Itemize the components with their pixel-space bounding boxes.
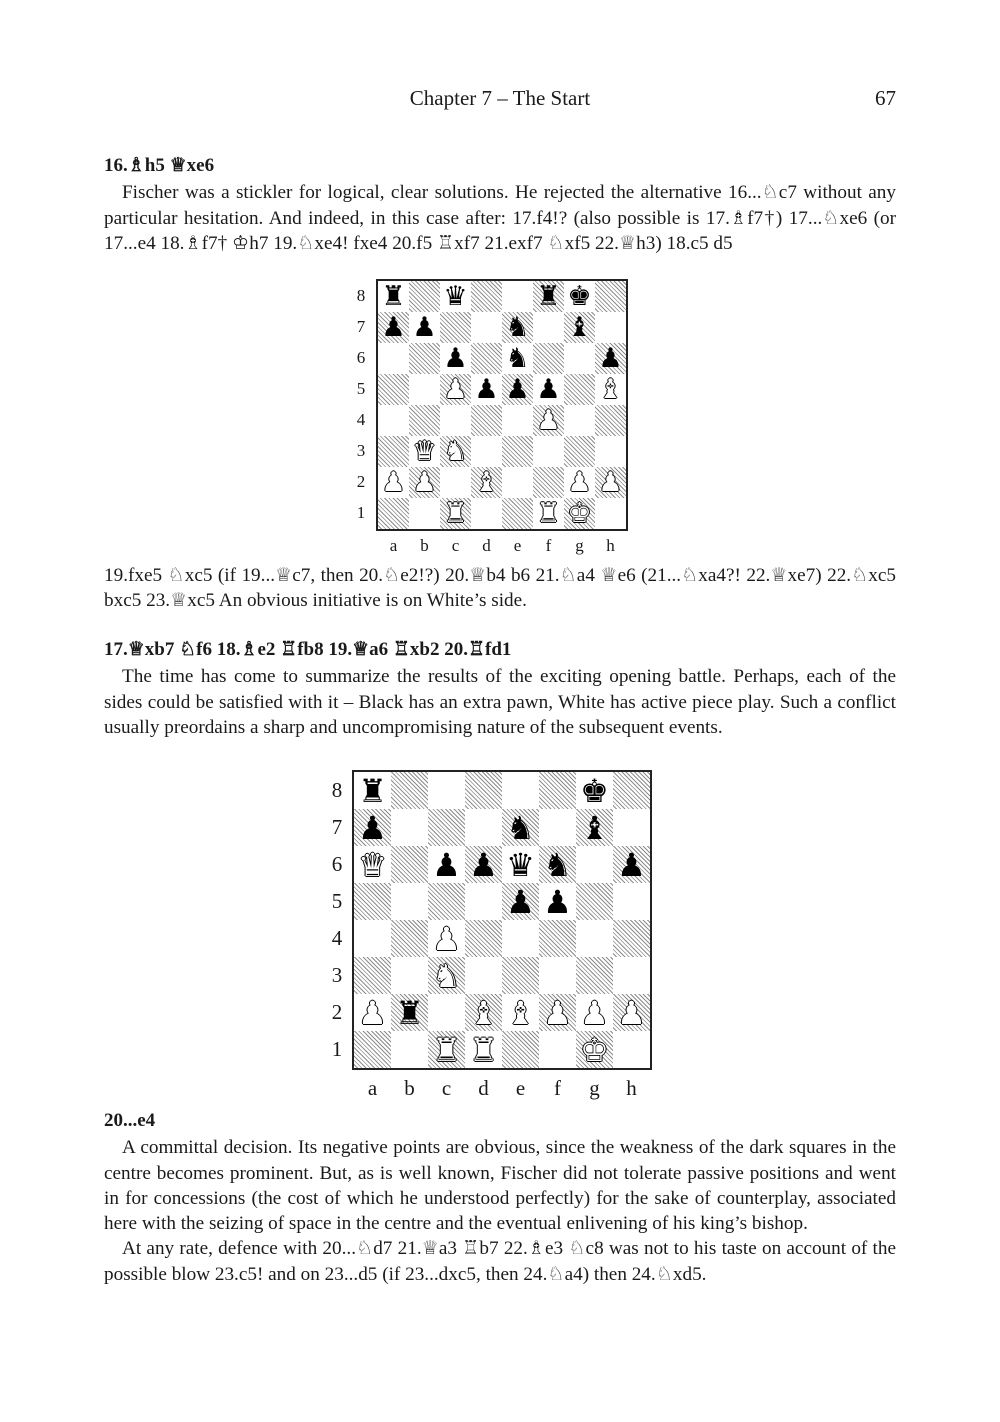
square-f4 [539, 920, 576, 957]
square-g8 [564, 281, 595, 312]
square-d2 [471, 467, 502, 498]
square-c2 [428, 994, 465, 1031]
black-pawn-icon: ♟ [432, 845, 461, 884]
square-a6 [378, 343, 409, 374]
square-d7 [471, 312, 502, 343]
paragraph-20-b: At any rate, defence with 20...♘d7 21.♕a3 ♖b7 22.♗e3 ♘c8 was not to his taste on account of the possible blow 23.c5! and on 23...d5 (if 23...dxc5, then 24.♘a4) then 24.♘xd5. [104, 1238, 896, 1285]
square-e8 [502, 772, 539, 809]
white-rook-icon: ♜ [469, 1030, 498, 1069]
rank-label: 3 [356, 441, 366, 461]
file-label: e [513, 536, 522, 556]
square-c5 [440, 374, 471, 405]
page-header [0, 86, 1000, 116]
square-d1 [471, 498, 502, 529]
black-queen-icon: ♛ [443, 281, 468, 312]
file-label: g [589, 1076, 600, 1101]
square-g4 [564, 405, 595, 436]
paragraph-17: The time has come to summarize the results of the exciting opening battle. Perhaps, each of the sides could be satisfied with it – Black has an extra pawn, White has active piece play. Such a conflict usually preordains a sharp and uncompromising nature of the subsequent events. [104, 666, 896, 738]
square-d3 [471, 436, 502, 467]
square-c1 [440, 498, 471, 529]
rank-label: 8 [331, 777, 343, 802]
square-c1 [428, 1031, 465, 1068]
white-rook-icon: ♜ [443, 498, 468, 529]
white-rook-icon: ♜ [536, 498, 561, 529]
black-queen-icon: ♛ [506, 845, 535, 884]
square-d4 [471, 405, 502, 436]
square-g5 [564, 374, 595, 405]
chess-board [376, 279, 628, 531]
black-pawn-icon: ♟ [381, 312, 406, 343]
square-a7 [378, 312, 409, 343]
square-e8 [502, 281, 533, 312]
square-g3 [576, 957, 613, 994]
black-rook-icon: ♜ [358, 771, 387, 810]
square-c7 [440, 312, 471, 343]
square-d5 [465, 883, 502, 920]
white-pawn-icon: ♟ [567, 467, 592, 498]
square-e4 [502, 920, 539, 957]
square-b2 [391, 994, 428, 1031]
square-g1 [576, 1031, 613, 1068]
black-pawn-icon: ♟ [443, 343, 468, 374]
file-label: f [554, 1076, 561, 1101]
square-g7 [564, 312, 595, 343]
black-pawn-icon: ♟ [506, 882, 535, 921]
square-g1 [564, 498, 595, 529]
black-pawn-icon: ♟ [412, 312, 437, 343]
white-knight-icon: ♞ [432, 956, 461, 995]
rank-label: 4 [356, 410, 366, 430]
paragraph-19-variation: 19.fxe5 ♘xc5 (if 19...♕c7, then 20.♘e2!?) 20.♕b4 b6 21.♘a4 ♕e6 (21...♘xa4?! 22.♕xe7) 22.♘xc5 bxc5 23.♕xc5 An obvious initiative is on White’s side. [104, 565, 896, 612]
square-b5 [391, 883, 428, 920]
square-f3 [533, 436, 564, 467]
square-d8 [465, 772, 502, 809]
black-rook-icon: ♜ [536, 281, 561, 312]
square-c8 [428, 772, 465, 809]
square-a8 [354, 772, 391, 809]
square-e4 [502, 405, 533, 436]
rank-label: 3 [331, 962, 343, 987]
square-h8 [613, 772, 650, 809]
black-knight-icon: ♞ [505, 312, 530, 343]
chess-board [352, 770, 652, 1070]
white-queen-icon: ♛ [412, 436, 437, 467]
square-c3 [440, 436, 471, 467]
square-c4 [428, 920, 465, 957]
square-f5 [533, 374, 564, 405]
square-c6 [440, 343, 471, 374]
square-h4 [613, 920, 650, 957]
square-b1 [391, 1031, 428, 1068]
white-pawn-icon: ♟ [412, 467, 437, 498]
square-g8 [576, 772, 613, 809]
rank-label: 5 [356, 379, 366, 399]
square-g5 [576, 883, 613, 920]
section-20 [104, 1108, 896, 1287]
black-pawn-icon: ♟ [598, 343, 623, 374]
file-label: a [367, 1076, 378, 1101]
square-b4 [391, 920, 428, 957]
black-pawn-icon: ♟ [543, 882, 572, 921]
square-b3 [409, 436, 440, 467]
white-pawn-icon: ♟ [432, 919, 461, 958]
white-bishop-icon: ♝ [474, 467, 499, 498]
square-e3 [502, 957, 539, 994]
white-king-icon: ♚ [580, 1030, 609, 1069]
file-label: d [478, 1076, 489, 1101]
rank-label: 2 [356, 472, 366, 492]
square-a1 [354, 1031, 391, 1068]
square-a7 [354, 809, 391, 846]
square-a1 [378, 498, 409, 529]
square-b8 [391, 772, 428, 809]
file-label: c [441, 1076, 452, 1101]
paragraph-20-a: A committal decision. Its negative points are obvious, since the weakness of the dark squares in the centre becomes prominent. But, as is well known, Fischer did not tolerate passive positions and went in for concessions (the cost of which he understood perfectly) for the sake of counterplay, associated here with the seizing of space in the centre and the eventual enlivening of his king’s bishop. [104, 1137, 896, 1235]
square-h6 [613, 846, 650, 883]
square-c7 [428, 809, 465, 846]
square-e1 [502, 1031, 539, 1068]
square-a3 [354, 957, 391, 994]
white-pawn-icon: ♟ [536, 405, 561, 436]
file-label: c [451, 536, 460, 556]
black-king-icon: ♚ [567, 281, 592, 312]
square-a5 [378, 374, 409, 405]
square-a3 [378, 436, 409, 467]
square-a5 [354, 883, 391, 920]
square-a6 [354, 846, 391, 883]
file-label: b [404, 1076, 415, 1101]
file-label: g [575, 536, 584, 556]
rank-label: 7 [356, 317, 366, 337]
square-b6 [409, 343, 440, 374]
square-a4 [354, 920, 391, 957]
square-b5 [409, 374, 440, 405]
white-pawn-icon: ♟ [617, 993, 646, 1032]
file-label: d [482, 536, 491, 556]
square-g2 [564, 467, 595, 498]
square-c5 [428, 883, 465, 920]
square-h5 [613, 883, 650, 920]
black-knight-icon: ♞ [505, 343, 530, 374]
square-h6 [595, 343, 626, 374]
square-a2 [354, 994, 391, 1031]
file-label: f [545, 536, 552, 556]
square-f3 [539, 957, 576, 994]
square-a2 [378, 467, 409, 498]
square-f8 [533, 281, 564, 312]
square-h3 [595, 436, 626, 467]
square-b1 [409, 498, 440, 529]
square-e5 [502, 374, 533, 405]
square-a8 [378, 281, 409, 312]
square-b7 [391, 809, 428, 846]
black-pawn-icon: ♟ [617, 845, 646, 884]
square-g2 [576, 994, 613, 1031]
move-heading-17: 17.♕xb7 ♘f6 18.♗e2 ♖fb8 19.♕a6 ♖xb2 20.♖fd1 [104, 639, 512, 660]
square-a4 [378, 405, 409, 436]
chapter-title: Chapter 7 – The Start [409, 86, 591, 110]
square-h7 [613, 809, 650, 846]
square-e6 [502, 846, 539, 883]
square-d7 [465, 809, 502, 846]
square-g6 [576, 846, 613, 883]
section-17 [104, 637, 896, 740]
square-b6 [391, 846, 428, 883]
section-16 [104, 153, 896, 256]
square-h4 [595, 405, 626, 436]
square-h2 [595, 467, 626, 498]
white-knight-icon: ♞ [443, 436, 468, 467]
square-b3 [391, 957, 428, 994]
black-knight-icon: ♞ [543, 845, 572, 884]
square-h8 [595, 281, 626, 312]
white-bishop-icon: ♝ [506, 993, 535, 1032]
square-b8 [409, 281, 440, 312]
square-b2 [409, 467, 440, 498]
black-pawn-icon: ♟ [469, 845, 498, 884]
black-pawn-icon: ♟ [358, 808, 387, 847]
move-heading-20: 20...e4 [104, 1110, 156, 1131]
square-e5 [502, 883, 539, 920]
square-e1 [502, 498, 533, 529]
white-king-icon: ♚ [567, 498, 592, 529]
black-rook-icon: ♜ [381, 281, 406, 312]
file-label: b [420, 536, 429, 556]
paragraph-16: Fischer was a stickler for logical, clear solutions. He rejected the alternative 16...♘c7 without any particular hesitation. And indeed, in this case after: 17.f4!? (also possible is 17.♗f7†) 17...♘xe6 (or 17...e4 18.♗f7† ♔h7 19.♘xe4! fxe4 20.f5 ♖xf7 21.exf7 ♘xf5 22.♕h3) 18.c5 d5 [104, 182, 896, 254]
square-g4 [576, 920, 613, 957]
square-c2 [440, 467, 471, 498]
square-f2 [533, 467, 564, 498]
white-pawn-icon: ♟ [443, 374, 468, 405]
black-rook-icon: ♜ [395, 993, 424, 1032]
white-pawn-icon: ♟ [598, 467, 623, 498]
square-c3 [428, 957, 465, 994]
rank-label: 6 [331, 851, 343, 876]
white-bishop-icon: ♝ [598, 374, 623, 405]
white-bishop-icon: ♝ [469, 993, 498, 1032]
square-c6 [428, 846, 465, 883]
square-b4 [409, 405, 440, 436]
rank-label: 1 [331, 1036, 343, 1061]
square-f5 [539, 883, 576, 920]
square-e7 [502, 312, 533, 343]
black-pawn-icon: ♟ [474, 374, 499, 405]
file-label: h [626, 1076, 637, 1101]
square-e2 [502, 994, 539, 1031]
square-f1 [533, 498, 564, 529]
square-h3 [613, 957, 650, 994]
white-pawn-icon: ♟ [580, 993, 609, 1032]
white-pawn-icon: ♟ [381, 467, 406, 498]
black-king-icon: ♚ [580, 771, 609, 810]
square-f4 [533, 405, 564, 436]
rank-label: 2 [331, 999, 343, 1024]
black-knight-icon: ♞ [506, 808, 535, 847]
square-d3 [465, 957, 502, 994]
square-d6 [465, 846, 502, 883]
rank-label: 8 [356, 286, 366, 306]
square-h5 [595, 374, 626, 405]
square-f2 [539, 994, 576, 1031]
square-c4 [440, 405, 471, 436]
square-f7 [539, 809, 576, 846]
black-bishop-icon: ♝ [567, 312, 592, 343]
square-d6 [471, 343, 502, 374]
page-number: 67 [875, 86, 896, 110]
square-h2 [613, 994, 650, 1031]
rank-label: 5 [331, 888, 343, 913]
square-d5 [471, 374, 502, 405]
square-e6 [502, 343, 533, 374]
rank-label: 7 [331, 814, 343, 839]
move-heading-16: 16.♗h5 ♕xe6 [104, 155, 215, 176]
square-d1 [465, 1031, 502, 1068]
square-h1 [613, 1031, 650, 1068]
white-queen-icon: ♛ [358, 845, 387, 884]
square-d2 [465, 994, 502, 1031]
square-d8 [471, 281, 502, 312]
square-f6 [533, 343, 564, 374]
rank-label: 4 [331, 925, 343, 950]
black-pawn-icon: ♟ [536, 374, 561, 405]
square-g6 [564, 343, 595, 374]
square-h7 [595, 312, 626, 343]
square-c8 [440, 281, 471, 312]
white-rook-icon: ♜ [432, 1030, 461, 1069]
square-f6 [539, 846, 576, 883]
white-pawn-icon: ♟ [543, 993, 572, 1032]
file-label: h [606, 536, 615, 556]
black-bishop-icon: ♝ [580, 808, 609, 847]
square-g3 [564, 436, 595, 467]
square-d4 [465, 920, 502, 957]
square-e7 [502, 809, 539, 846]
file-label: e [515, 1076, 526, 1101]
square-f7 [533, 312, 564, 343]
rank-label: 1 [356, 503, 366, 523]
square-g7 [576, 809, 613, 846]
square-e2 [502, 467, 533, 498]
file-label: a [389, 536, 398, 556]
square-h1 [595, 498, 626, 529]
section-19 [104, 563, 896, 614]
black-pawn-icon: ♟ [505, 374, 530, 405]
square-f1 [539, 1031, 576, 1068]
white-pawn-icon: ♟ [358, 993, 387, 1032]
square-f8 [539, 772, 576, 809]
square-b7 [409, 312, 440, 343]
square-e3 [502, 436, 533, 467]
rank-label: 6 [356, 348, 366, 368]
